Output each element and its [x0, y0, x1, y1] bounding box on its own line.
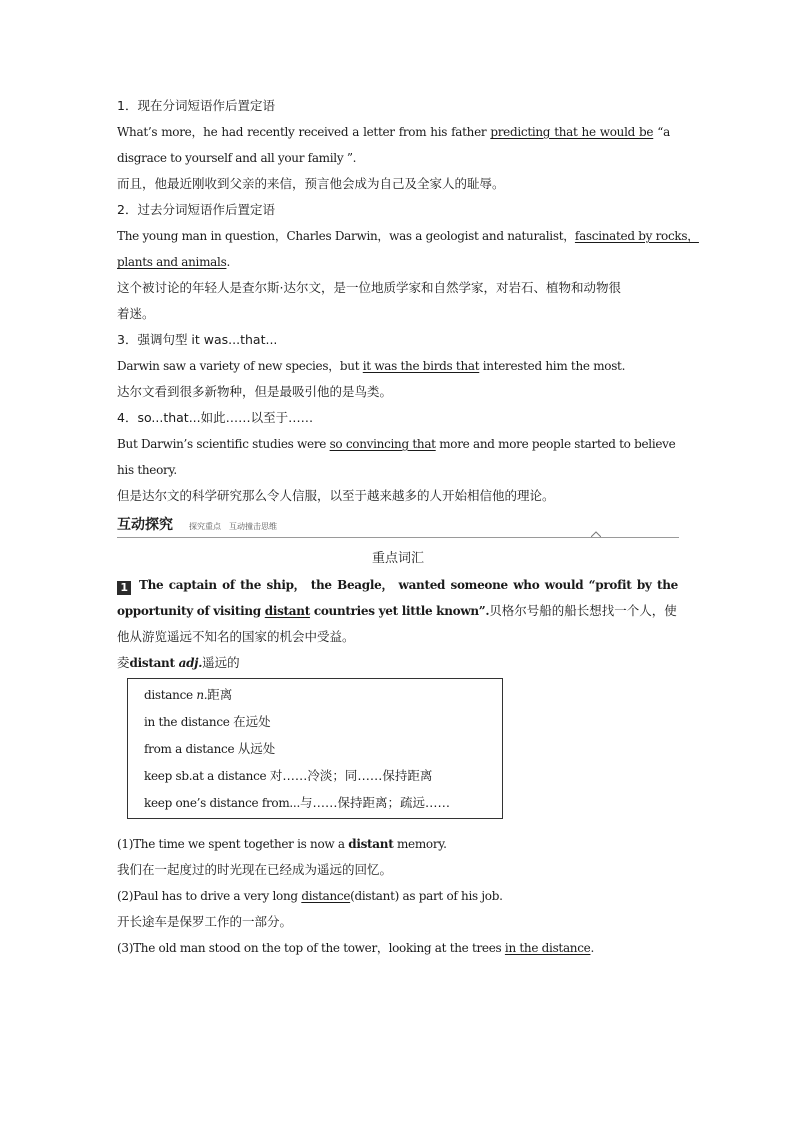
- section-header: [117, 515, 679, 538]
- part-of-speech: adj.: [174, 656, 203, 670]
- document-page: [117, 93, 699, 961]
- phrase-row: [144, 789, 502, 816]
- point-4-example: [117, 431, 679, 457]
- related-phrases-box: [127, 678, 503, 819]
- phrase-row: [144, 708, 502, 735]
- phrase-pos: n.: [196, 688, 208, 702]
- example-text: (1)The time we spent together is now a: [117, 837, 349, 851]
- point-1-example: [117, 119, 679, 145]
- item-number-badge: 1: [117, 581, 131, 595]
- phrase-en: distance: [144, 688, 197, 702]
- phrase-cn: 从远处: [237, 741, 276, 756]
- word-entry: [117, 650, 679, 676]
- phrase-en: keep sb.at a distance: [144, 769, 270, 783]
- example-text: What’s more，he had recently received a letter from his father: [117, 125, 491, 139]
- example-text: .: [226, 255, 230, 269]
- example-text: Darwin saw a variety of new species，but: [117, 359, 363, 373]
- phrase-cn: 在远处: [233, 714, 271, 729]
- sentence-text: .: [485, 604, 490, 618]
- headword: distant: [129, 656, 175, 670]
- divider-notch-icon: [591, 531, 601, 537]
- point-1-heading: 1．现在分词短语作后置定语: [117, 98, 275, 113]
- point-3-heading: 3．强调句型 it was...that...: [117, 332, 278, 347]
- example-2: [117, 883, 679, 909]
- point-2-example: [117, 223, 699, 249]
- section-subtitle: 探究重点 互动撞击思维: [189, 522, 277, 531]
- underlined-phrase: fascinated by rocks，: [574, 229, 699, 243]
- underlined-phrase: predicting that he would be: [490, 125, 654, 139]
- example-text: But Darwin’s scientific studies were: [117, 437, 330, 451]
- vocab-heading: 重点词汇: [371, 551, 424, 566]
- example-text: memory.: [393, 837, 447, 851]
- point-2-translation: 这个被讨论的年轻人是查尔斯·达尔文，是一位地质学家和自然学家，对岩石、植物和动物很: [117, 280, 621, 295]
- phrase-en: keep one’s distance from...: [144, 796, 300, 810]
- example-1-translation: 我们在一起度过的时光现在已经成为遥远的回忆。: [117, 862, 393, 877]
- section-title: 互动探究: [117, 517, 173, 533]
- phrase-row: [144, 681, 502, 708]
- point-4-heading: 4．so...that...如此……以至于……: [117, 410, 314, 425]
- phrase-cn: 与……保持距离；疏远……: [299, 795, 450, 810]
- example-1: [117, 831, 679, 857]
- vocab-item-translation: 他从游览遥远不知名的国家的机会中受益。: [117, 629, 355, 644]
- phrase-cn: 距离: [207, 687, 233, 702]
- example-text: “a: [653, 125, 670, 139]
- point-1-example-cont: disgrace to yourself and all your family ”.: [117, 151, 357, 165]
- underlined-phrase: so convincing that: [329, 437, 436, 451]
- answer-word: distance: [301, 889, 351, 903]
- example-text: (2)Paul has to drive a very long: [117, 889, 302, 903]
- example-text: interested him the most.: [479, 359, 626, 373]
- word-marker: 夌: [117, 655, 130, 670]
- sentence-translation: 贝格尔号船的船长想找一个人，使: [489, 603, 677, 618]
- example-text: The young man in question，Charles Darwin，was a geologist and naturalist，: [117, 229, 575, 243]
- example-2-translation: 开长途车是保罗工作的一部分。: [117, 914, 293, 929]
- example-text: .: [590, 941, 594, 955]
- phrase-row: [144, 735, 502, 762]
- example-text: more and more people started to believe: [435, 437, 676, 451]
- phrase-cn: 对……冷淡；同……保持距离: [269, 768, 433, 783]
- underlined-phrase: plants and animals: [117, 255, 227, 269]
- example-text: (3)The old man stood on the top of the tower，looking at the trees: [117, 941, 505, 955]
- point-1-translation: 而且，他最近刚收到父亲的来信，预言他会成为自己及全家人的耻辱。: [117, 176, 505, 191]
- answer-word: distant: [348, 837, 394, 851]
- example-text: (distant) as part of his job.: [350, 889, 503, 903]
- point-4-translation: 但是达尔文的科学研究那么令人信服，以至于越来越多的人开始相信他的理论。: [117, 488, 555, 503]
- point-2-translation-cont: 着迷。: [117, 306, 155, 321]
- point-2-example-cont: [117, 249, 679, 275]
- point-2-heading: 2．过去分词短语作后置定语: [117, 202, 275, 217]
- vocab-item-sentence-cont: [117, 598, 679, 624]
- underlined-phrase: it was the birds that: [362, 359, 480, 373]
- vocab-item-sentence: [117, 572, 679, 598]
- underlined-word: distant: [264, 604, 310, 618]
- phrase-en: in the distance: [144, 715, 234, 729]
- sentence-text: The captain of the ship， the Beagle， wanted someone who would “profit by the: [139, 578, 678, 592]
- answer-phrase: in the distance: [504, 941, 591, 955]
- point-3-translation: 达尔文看到很多新物种，但是最吸引他的是鸟类。: [117, 384, 393, 399]
- word-meaning: 遥远的: [202, 655, 240, 670]
- sentence-text: opportunity of visiting: [117, 604, 265, 618]
- point-4-example-cont: his theory.: [117, 463, 177, 477]
- phrase-en: from a distance: [144, 742, 238, 756]
- spacer: [117, 819, 679, 831]
- phrase-row: [144, 762, 502, 789]
- point-3-example: [117, 353, 679, 379]
- example-3: [117, 935, 679, 961]
- sentence-text: countries yet little known”: [309, 604, 486, 618]
